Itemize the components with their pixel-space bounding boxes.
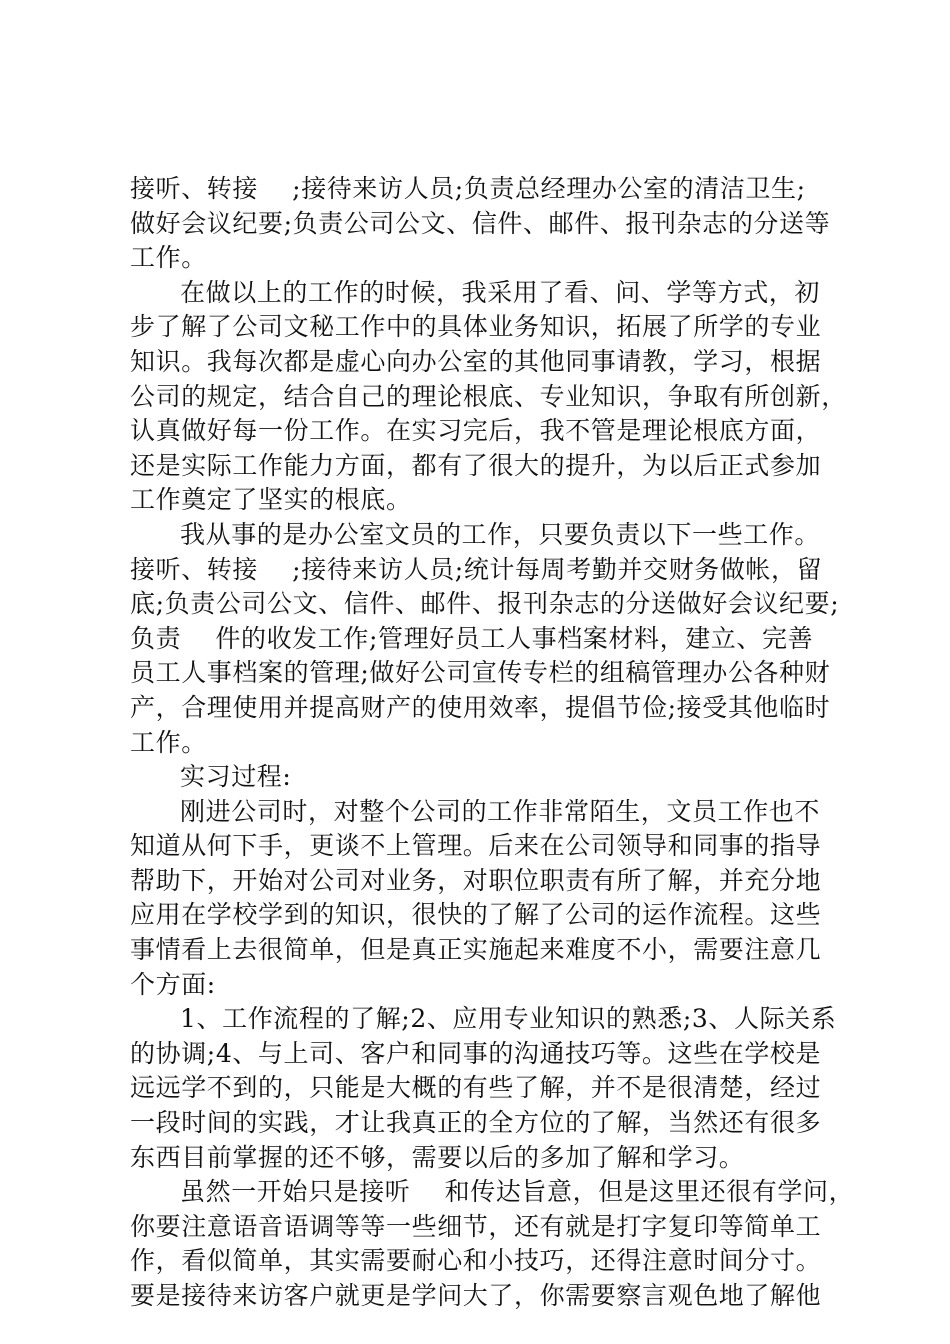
text-line: 帮助下，开始对公司对业务，对职位职责有所了解，并充分地 [130, 865, 822, 895]
paragraph-start-line: 虽然一开始只是接听 和传达旨意，但是这里还很有学问， [180, 1177, 855, 1207]
text-line: 工作。 [130, 243, 207, 273]
text-line: 公司的规定，结合自己的理论根底、专业知识，争取有所创新， [130, 381, 847, 411]
text-line: 事情看上去很简单，但是真正实施起来难度不小，需要注意几 [130, 935, 822, 965]
text-line: 东西目前掌握的还不够，需要以后的多加了解和学习。 [130, 1142, 745, 1172]
paragraph-start-line: 在做以上的工作的时候，我采用了看、问、学等方式，初 [180, 277, 821, 307]
text-line: 的协调;4、与上司、客户和同事的沟通技巧等。这些在学校是 [130, 1038, 822, 1068]
paragraph-start-line: 我从事的是办公室文员的工作，只要负责以下一些工作。 [180, 519, 821, 549]
text-line: 负责 件的收发工作;管理好员工人事档案材料，建立、完善 [130, 623, 814, 653]
text-line: 知道从何下手，更谈不上管理。后来在公司领导和同事的指导 [130, 831, 822, 861]
text-line: 要是接待来访客户就更是学问大了，你需要察言观色地了解他 [130, 1281, 822, 1310]
text-line: 接听、转接 ;接待来访人员;统计每周考勤并交财务做帐，留 [130, 554, 823, 584]
paragraph-start-line: 刚进公司时，对整个公司的工作非常陌生，文员工作也不 [180, 796, 821, 826]
text-line: 应用在学校学到的知识，很快的了解了公司的运作流程。这些 [130, 900, 822, 930]
text-line: 接听、转接 ;接待来访人员;负责总经理办公室的清洁卫生; [130, 174, 806, 203]
text-line: 个方面: [130, 969, 216, 999]
text-line: 一段时间的实践，才让我真正的全方位的了解，当然还有很多 [130, 1108, 822, 1138]
text-line: 工作。 [130, 727, 207, 757]
text-line: 员工人事档案的管理;做好公司宣传专栏的组稿管理办公各种财 [130, 658, 831, 688]
text-line: 作，看似简单，其实需要耐心和小技巧，还得注意时间分寸。 [130, 1246, 822, 1276]
text-line: 认真做好每一份工作。在实习完后，我不管是理论根底方面， [130, 416, 822, 446]
text-line: 底;负责公司公文、信件、邮件、报刊杂志的分送做好会议纪要; [130, 589, 840, 619]
paragraph-start-line: 1、工作流程的了解;2、应用专业知识的熟悉;3、人际关系 [180, 1004, 837, 1034]
text-line: 你要注意语音语调等等一些细节，还有就是打字复印等简单工 [130, 1211, 822, 1241]
text-line: 产，合理使用并提高财产的使用效率，提倡节俭;接受其他临时 [130, 692, 831, 722]
text-line: 步了解了公司文秘工作中的具体业务知识，拓展了所学的专业 [130, 312, 822, 342]
document-body [130, 172, 855, 1314]
text-line: 还是实际工作能力方面，都有了很大的提升，为以后正式参加 [130, 450, 822, 480]
text-line: 做好会议纪要;负责公司公文、信件、邮件、报刊杂志的分送等 [130, 208, 831, 238]
text-line: 工作奠定了坚实的根底。 [130, 485, 412, 515]
section-heading: 实习过程: [180, 762, 292, 792]
text-line: 远远学不到的，只能是大概的有些了解，并不是很清楚，经过 [130, 1073, 822, 1103]
text-line: 知识。我每次都是虚心向办公室的其他同事请教，学习，根据 [130, 346, 822, 376]
